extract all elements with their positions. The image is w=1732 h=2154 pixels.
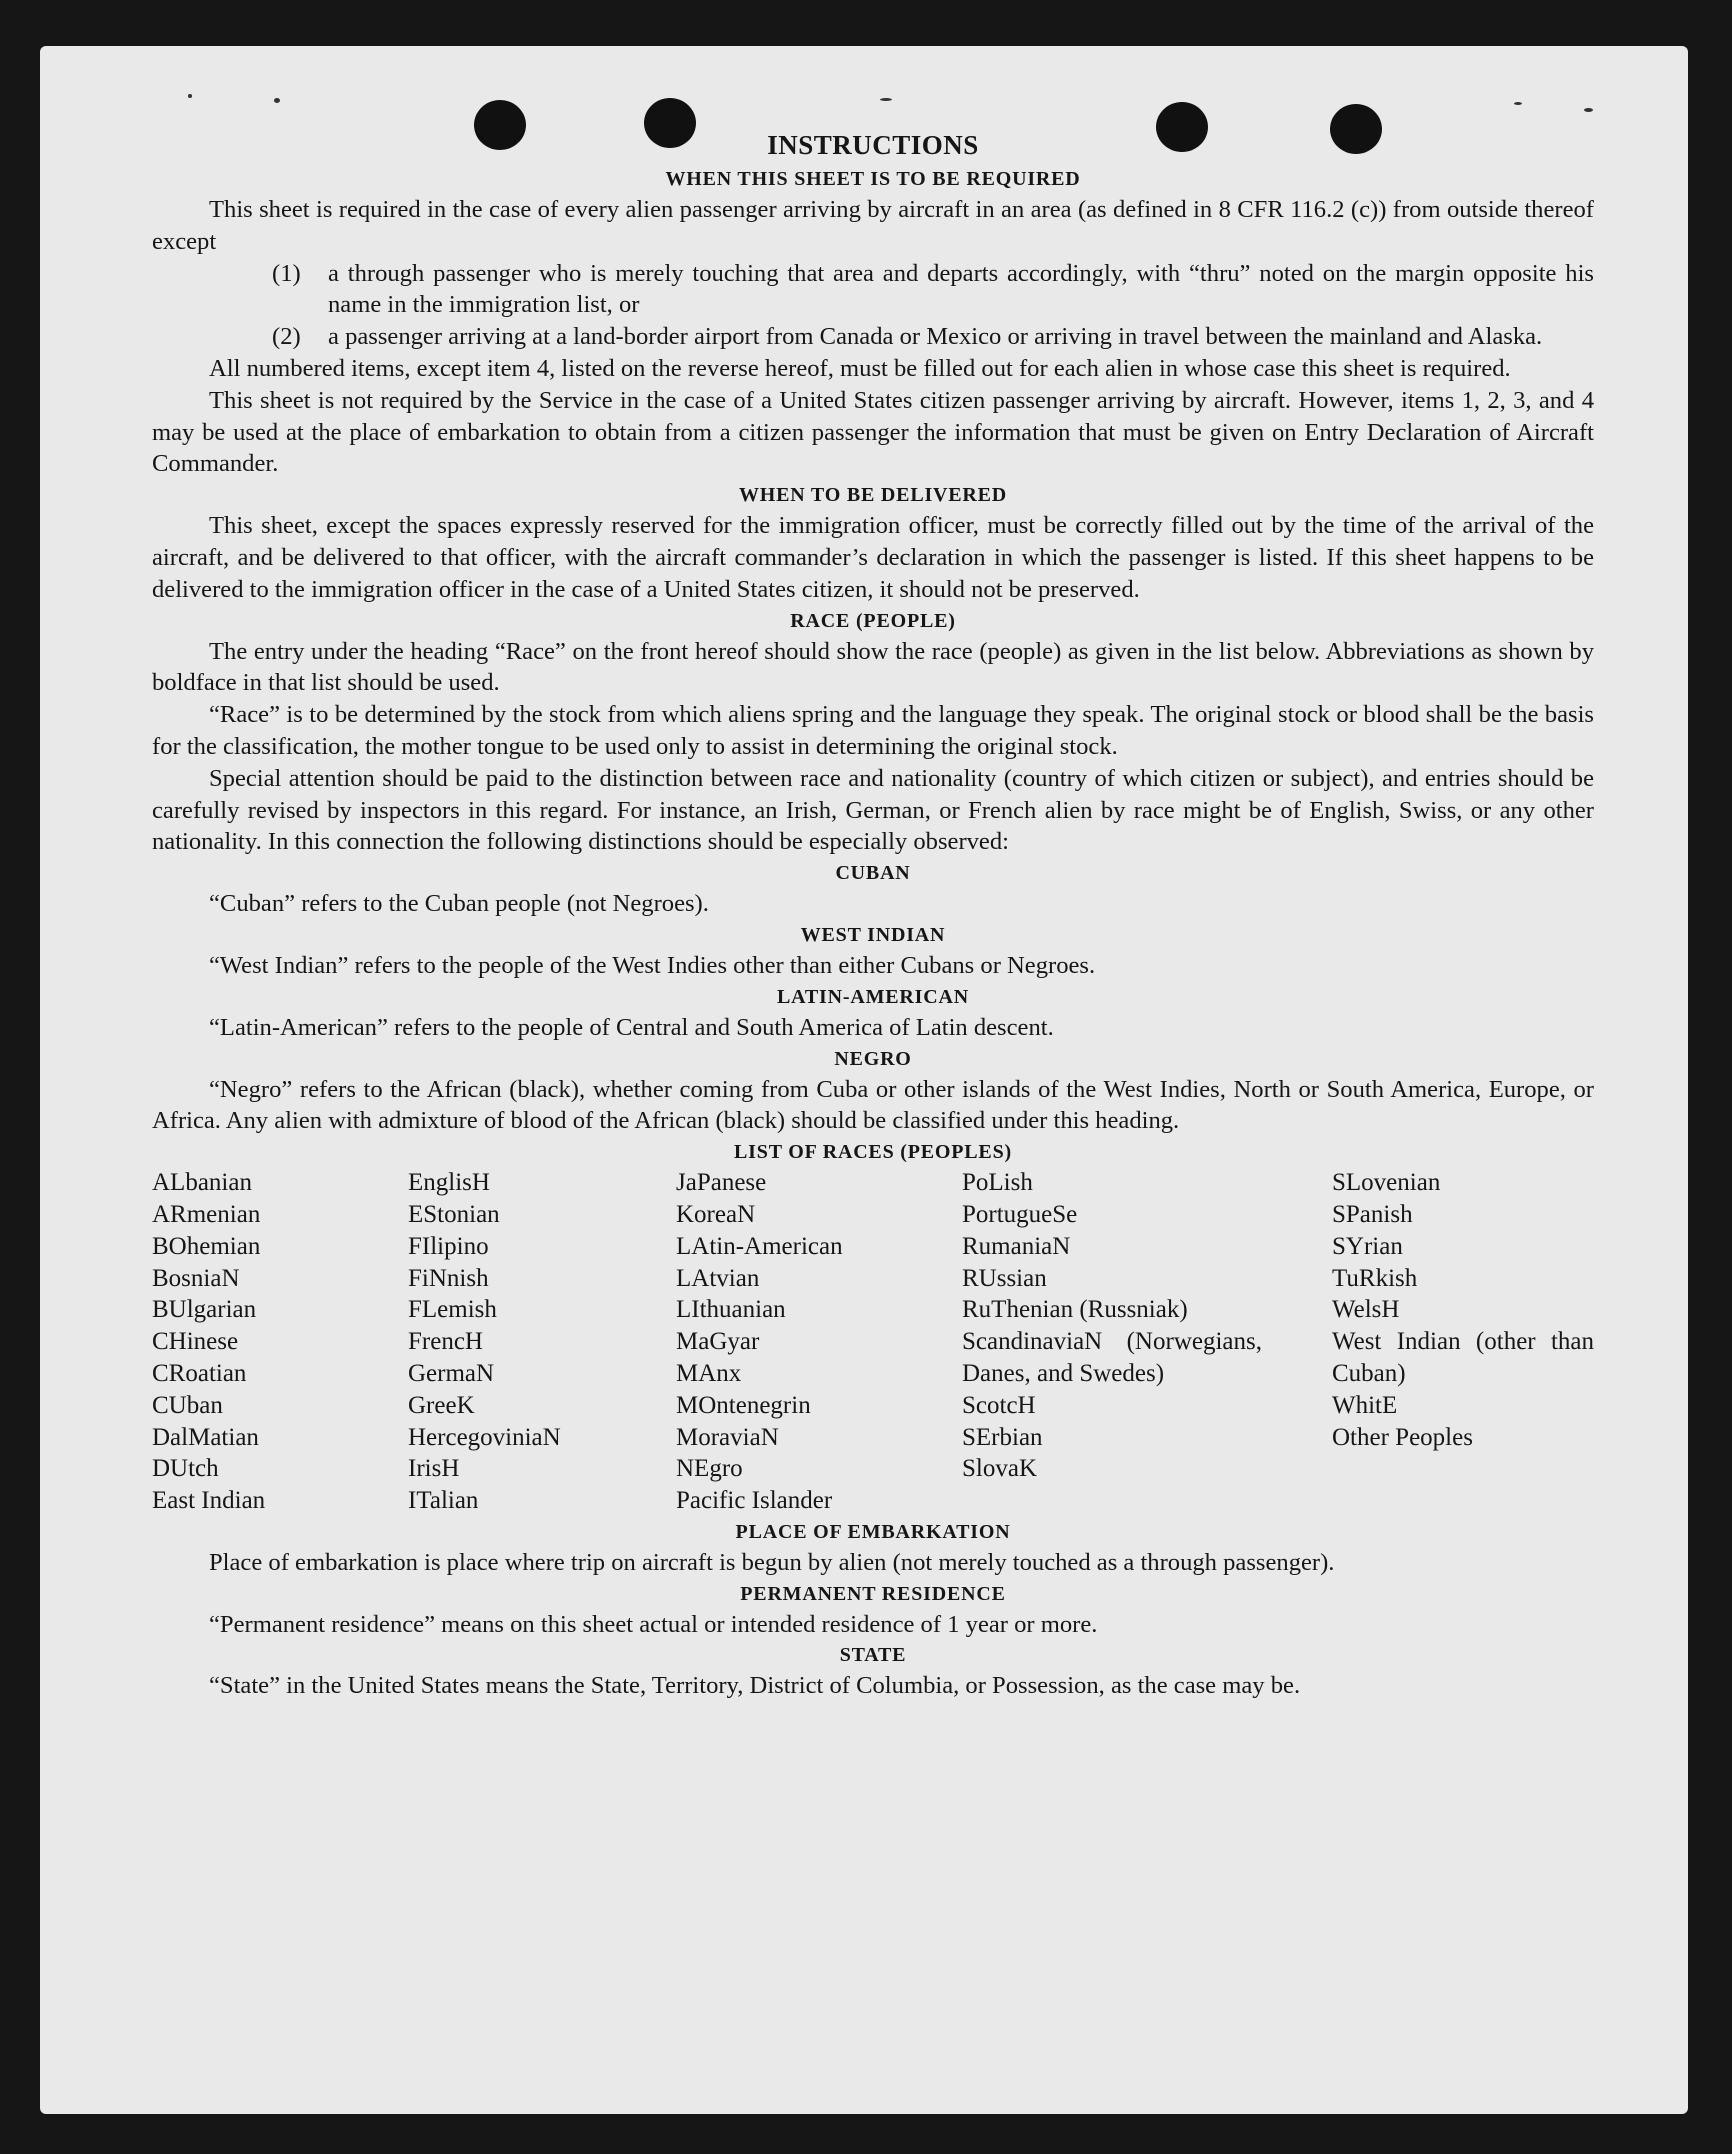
race-entry: FiNnish [408,1264,489,1292]
paragraph: “Permanent residence” means on this sheet actual or intended residence of 1 year or more. [209,1610,1098,1638]
section-heading-race: RACE (PEOPLE) [790,609,956,632]
race-entry: IrisH [408,1455,460,1483]
race-entry: NEgro [676,1455,743,1483]
instructions-content [152,126,1594,1702]
section-heading-cuban: CUBAN [835,862,911,885]
paragraph: “Cuban” refers to the Cuban people (not Negroes). [209,890,709,918]
race-entry: SYrian [1332,1232,1403,1260]
document-page [40,46,1688,2114]
race-entry: MAnx [676,1359,742,1387]
races-column [408,1167,676,1517]
race-entry: SPanish [1332,1200,1413,1228]
race-entry: ALbanian [152,1169,252,1197]
item-text: a passenger arriving at a land-border airport from Canada or Mexico or arriving in travel between the mainland and Alaska. [328,323,1543,351]
paragraph: This sheet is required in the case of every alien passenger arriving by aircraft in an area (as defined in 8 CFR 116.2 (c)) from outside thereof except [152,196,1594,255]
section-heading-residence: PERMANENT RESIDENCE [740,1582,1006,1605]
race-entry: JaPanese [676,1169,767,1197]
item-number: (2) [272,323,301,351]
race-entry: BUlgarian [152,1296,257,1324]
race-entry: BOhemian [152,1232,261,1260]
section-heading-west-indian: WEST INDIAN [800,923,946,946]
race-entry: HercegoviniaN [408,1423,561,1451]
race-entry: SlovaK [962,1455,1037,1483]
race-entry: East Indian [152,1487,266,1515]
paragraph: This sheet is not required by the Service in the case of a United States citizen passenger arriving by aircraft. However, items 1, 2, 3, and 4 may be used at the place of embarkation to obtain from a citizen passenger the information that must be given on Entry Declaration of Aircraft Commander. [152,386,1594,478]
paragraph: “Latin-American” refers to the people of Central and South America of Latin descent. [209,1013,1054,1041]
race-entry: GreeK [408,1391,475,1419]
section-heading-state: STATE [839,1644,907,1667]
section-heading-latin-american: LATIN-AMERICAN [777,985,969,1008]
race-entry: WhitE [1332,1391,1398,1419]
section-heading-embarkation: PLACE OF EMBARKATION [735,1520,1011,1543]
paragraph: “Negro” refers to the African (black), whether coming from Cuba or other islands of the West Indies, North or South America, Europe, or Africa. Any alien with admixture of blood of the African (black) should be classified under this heading. [152,1075,1594,1135]
race-entry: RuThenian (Russniak) [962,1296,1188,1324]
section-heading-races-list: LIST OF RACES (PEOPLES) [734,1141,1012,1164]
race-entry: ITalian [408,1487,479,1515]
race-entry: MOntenegrin [676,1391,811,1419]
item-number: (1) [272,259,301,287]
race-entry: Other Peoples [1332,1423,1473,1451]
race-entry: FIlipino [408,1232,489,1260]
races-column [962,1167,1332,1517]
paragraph: “State” in the United States means the State, Territory, District of Columbia, or Possession, as the case may be. [209,1672,1301,1700]
race-entry: MoraviaN [676,1423,779,1451]
paragraph: Special attention should be paid to the distinction between race and nationality (country of which citizen or subject), and entries should be carefully revised by inspectors in this regard. For instance, an Irish, German, or French alien by race might be of English, Swiss, or any other nationality. In this connection the following distinctions should be especially observed: [152,764,1594,856]
paragraph: All numbered items, except item 4, listed on the reverse hereof, must be filled out for each alien in whose case this sheet is required. [209,354,1511,382]
race-entry: Pacific Islander [676,1487,833,1515]
race-entry: DUtch [152,1455,219,1483]
race-entry: ScandinaviaN (Norwegians, Danes, and Swedes) [962,1328,1262,1387]
races-column [152,1167,408,1517]
race-entry: KoreaN [676,1200,756,1228]
speck [1584,108,1593,112]
race-entry: CUban [152,1391,223,1419]
races-list [152,1167,1594,1517]
race-entry: West Indian (other than Cuban) [1332,1328,1594,1387]
paragraph: The entry under the heading “Race” on the front hereof should show the race (people) as given in the list below. Abbreviations as shown by boldface in that list should be used. [152,637,1594,697]
page-title: INSTRUCTIONS [767,130,979,160]
race-entry: GermaN [408,1359,495,1387]
item-text: a through passenger who is merely touching that area and departs accordingly, with “thru” noted on the margin opposite his name in the immigration list, or [328,259,1594,319]
race-entry: LIthuanian [676,1296,786,1324]
paragraph: “Race” is to be determined by the stock from which aliens spring and the language they speak. The original stock or blood shall be the basis for the classification, the mother tongue to be used only to assist in determining the original stock. [152,701,1594,760]
race-entry: BosniaN [152,1264,240,1292]
speck [188,94,192,98]
section-heading-negro: NEGRO [834,1047,912,1070]
speck [1514,102,1522,105]
race-entry: WelsH [1332,1296,1400,1324]
race-entry: EStonian [408,1200,500,1228]
race-entry: SErbian [962,1423,1043,1451]
race-entry: FLemish [408,1296,497,1324]
race-entry: EnglisH [408,1169,490,1197]
race-entry: LAtvian [676,1264,760,1292]
paragraph: Place of embarkation is place where trip on aircraft is begun by alien (not merely touched as a through passenger). [209,1548,1335,1576]
race-entry: PortugueSe [962,1200,1078,1228]
race-entry: SLovenian [1332,1169,1441,1197]
race-entry: ScotcH [962,1391,1036,1419]
race-entry: LAtin-American [676,1232,843,1260]
speck [880,98,892,101]
race-entry: FrencH [408,1328,483,1356]
section-heading-required: WHEN THIS SHEET IS TO BE REQUIRED [665,168,1081,190]
races-column [676,1167,962,1517]
speck [274,98,280,103]
exception-item [152,258,1594,322]
exception-item [152,321,1594,353]
race-entry: TuRkish [1332,1264,1418,1292]
paragraph: This sheet, except the spaces expressly reserved for the immigration officer, must be correctly filled out by the time of the arrival of the aircraft, and be delivered to that officer, with the aircraft commander’s declaration in which the passenger is listed. If this sheet happens to be delivered to the immigration officer in the case of a United States citizen, it should not be preserved. [152,512,1594,603]
race-entry: CHinese [152,1328,239,1356]
race-entry: CRoatian [152,1359,247,1387]
race-entry: DalMatian [152,1423,259,1451]
race-entry: ARmenian [152,1200,261,1228]
paragraph: “West Indian” refers to the people of the West Indies other than either Cubans or Negroes. [209,951,1096,979]
race-entry: RUssian [962,1264,1047,1292]
section-heading-delivered: WHEN TO BE DELIVERED [738,484,1008,507]
race-entry: MaGyar [676,1328,760,1356]
race-entry: RumaniaN [962,1232,1071,1260]
races-column [1332,1167,1594,1517]
race-entry: PoLish [962,1169,1033,1197]
